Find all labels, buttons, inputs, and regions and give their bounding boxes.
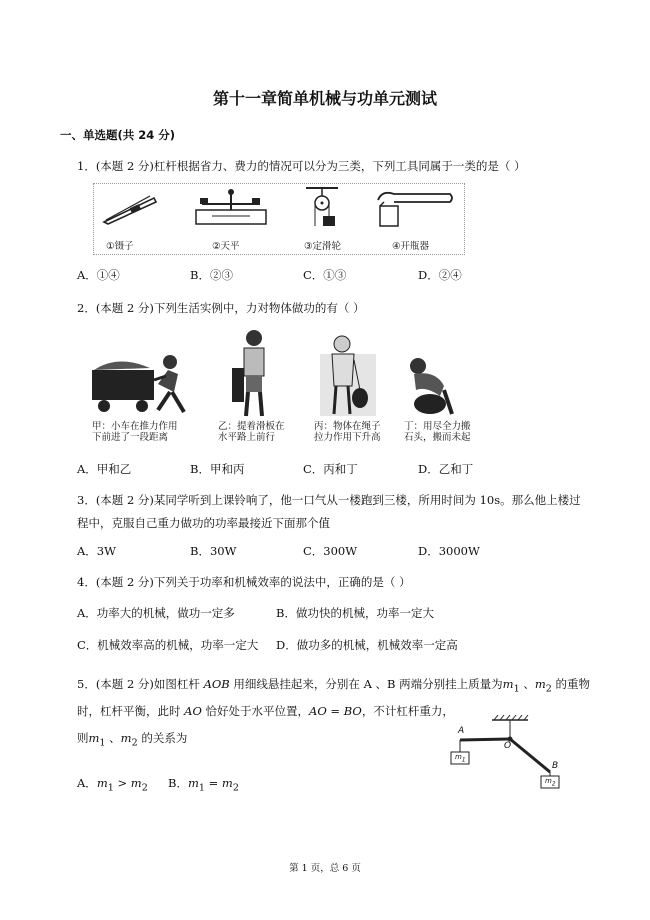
balance-icon: [192, 188, 270, 232]
q2-caption-1: 甲：小车在推力作用 下前进了一段距离: [92, 421, 178, 443]
q3-option-c[interactable]: C．300W: [303, 544, 358, 558]
q2-text: 2．(本题 2 分)下列生活实例中，力对物体做功的有（ ）: [77, 301, 365, 315]
q5-text-line1: 5．(本题 2 分)如图杠杆 AOB 用细线悬挂起来，分别在 A 、B 两端分别挂上质量为$m_1$ 、$m_2$ 的重物: [77, 677, 590, 695]
q3-option-d[interactable]: D．3000W: [418, 544, 480, 558]
q4-text: 4．(本题 2 分)下列关于功率和机械效率的说法中，正确的是（ ）: [77, 575, 411, 589]
rope-lifting-illustration: [318, 334, 380, 418]
q5-text-line3: 则$m_1$ 、$m_2$ 的关系为: [77, 731, 188, 749]
q2-option-b[interactable]: B．甲和丙: [190, 462, 245, 476]
q1-option-c[interactable]: C．①③: [303, 268, 347, 282]
q3-text-line1: 3．(本题 2 分)某同学听到上课铃响了，他一口气从一楼跑到三楼，所用时间为 10s。那么他上楼过: [77, 493, 581, 507]
q1-figure-box: [93, 183, 465, 255]
q2-option-d[interactable]: D．乙和丁: [418, 462, 474, 476]
section-heading: 一、单选题(共 24 分): [60, 128, 176, 142]
q4-option-c[interactable]: C．机械效率高的机械，功率一定大: [77, 638, 259, 652]
page-footer: 第 1 页，总 6 页: [289, 863, 361, 874]
pulley-icon: [302, 186, 342, 236]
q5-lever-diagram: [440, 712, 570, 792]
q1-text: 1．(本题 2 分)杠杆根据省力、费力的情况可以分为三类，下列工具同属于一类的是（ ）: [77, 159, 526, 173]
q1-option-d[interactable]: D．②④: [418, 268, 462, 282]
q1-option-a[interactable]: A．①④: [77, 268, 120, 282]
cart-pushing-illustration: [88, 340, 194, 418]
q2-caption-4: 丁：用尽全力搬 石头，搬而未起: [404, 421, 471, 443]
q2-option-c[interactable]: C．丙和丁: [303, 462, 358, 476]
q1-fig-label-4: ④开瓶器: [392, 241, 430, 252]
q1-fig-label-3: ③定滑轮: [304, 241, 342, 252]
q3-text-line2: 程中，克服自己重力做功的功率最接近下面那个值: [77, 516, 330, 530]
q1-fig-label-2: ②天平: [212, 241, 240, 252]
q2-caption-2: 乙：提着滑板在 水平路上前行: [218, 421, 285, 443]
lever-label-a: A: [458, 726, 465, 736]
q5-option-a[interactable]: A．$m_1 > m_2$: [77, 776, 148, 794]
q4-option-a[interactable]: A．功率大的机械，做功一定多: [77, 606, 235, 620]
lever-label-b: B: [552, 761, 559, 771]
stone-lifting-illustration: [400, 356, 460, 418]
q1-fig-label-1: ①镊子: [106, 241, 134, 252]
page-title: 第十一章简单机械与功单元测试: [212, 89, 437, 108]
lever-weight-m1: $m_1$: [455, 753, 466, 764]
lever-weight-m2: $m_2$: [545, 777, 556, 788]
q1-option-b[interactable]: B．②③: [190, 268, 233, 282]
q4-option-d[interactable]: D．做功多的机械，机械效率一定高: [276, 638, 458, 652]
bottle-opener-icon: [372, 188, 456, 232]
q2-caption-3: 丙：物体在绳子 拉力作用下升高: [314, 421, 381, 443]
q4-option-b[interactable]: B．做功快的机械，功率一定大: [276, 606, 434, 620]
man-carrying-board-illustration: [228, 328, 280, 418]
q5-text-line2: 时，杠杆平衡，此时 AO 恰好处于水平位置，AO = BO，不计杠杆重力，: [77, 704, 454, 718]
q3-option-b[interactable]: B．30W: [190, 544, 237, 558]
lever-label-o: O: [504, 741, 512, 751]
q3-option-a[interactable]: A．3W: [77, 544, 116, 558]
tweezers-icon: [100, 192, 160, 228]
q2-option-a[interactable]: A．甲和乙: [77, 462, 132, 476]
q5-option-b[interactable]: B．$m_1 = m_2$: [168, 776, 239, 794]
